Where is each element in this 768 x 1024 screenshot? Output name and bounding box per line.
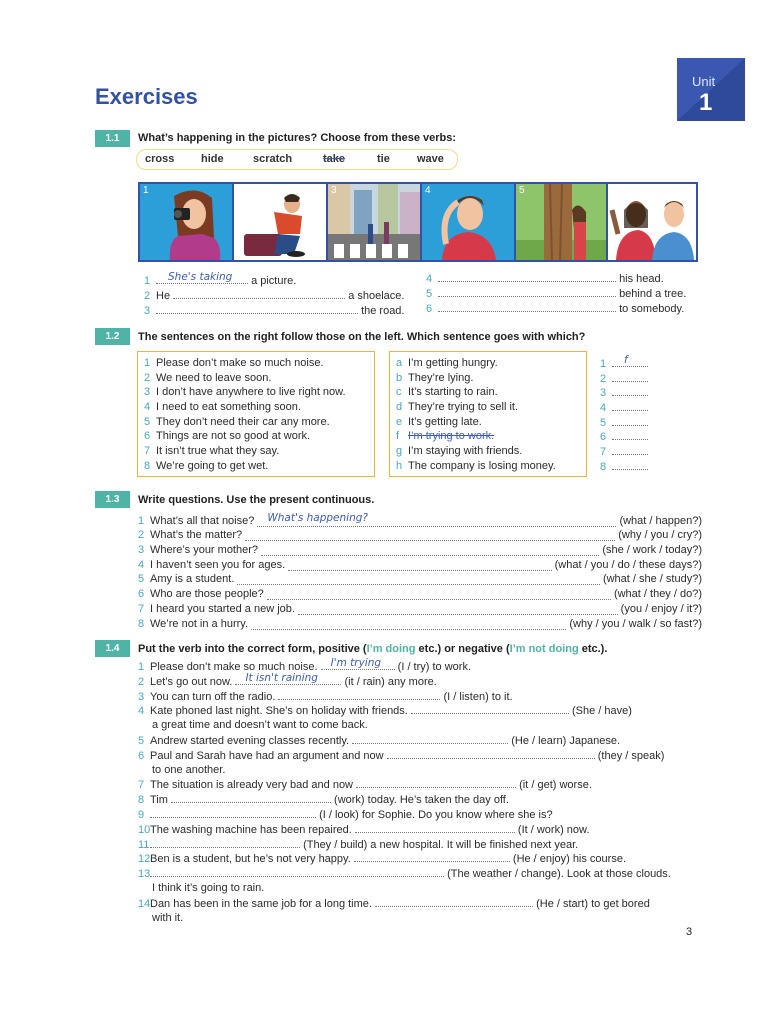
- picture-number-4: 4: [425, 185, 431, 196]
- list-item: [396, 416, 556, 431]
- item-text: Amy is a student.: [150, 573, 235, 586]
- item-text: to one another.: [152, 763, 226, 776]
- picture-2-illustration: [234, 184, 326, 260]
- item-cue: (I / look) for Sophie. Do you know where she is?: [319, 808, 553, 821]
- item-letter: d: [396, 401, 403, 414]
- answer-field[interactable]: [356, 778, 516, 788]
- item-number: 5: [600, 416, 607, 429]
- item-text: a shoelace.: [348, 290, 405, 302]
- verb-cross: cross: [145, 153, 175, 165]
- item-letter: f: [396, 430, 400, 443]
- item-text: They’re trying to sell it.: [408, 401, 519, 414]
- list-item: [144, 430, 346, 445]
- item-number: 6: [426, 303, 433, 315]
- item-cue: (she / work / today?): [602, 544, 702, 557]
- item-number: 1: [144, 357, 151, 369]
- ex1-item: [144, 289, 404, 302]
- question-row: [138, 527, 702, 542]
- item-number: 5: [426, 288, 433, 300]
- answer-field[interactable]: [355, 823, 515, 833]
- question-row: [138, 556, 702, 571]
- exercise-badge-1-1: 1.1: [95, 130, 130, 147]
- item-text: I’m getting hungry.: [408, 357, 498, 369]
- item-number: 5: [138, 734, 145, 747]
- answer-field[interactable]: [438, 272, 616, 282]
- item-number: 3: [144, 386, 151, 399]
- ex4-list: [138, 657, 704, 926]
- answer-field[interactable]: [150, 808, 316, 818]
- item-text: the road.: [361, 305, 405, 317]
- item-text: Kate phoned last night. She’s on holiday with friends.: [150, 705, 408, 718]
- list-item: [396, 357, 556, 372]
- picture-1-illustration: [140, 184, 232, 260]
- answer-field[interactable]: [156, 304, 358, 314]
- ex3-list: [138, 512, 702, 630]
- answer-row: [600, 401, 648, 416]
- page-title: Exercises: [95, 84, 198, 109]
- item-cue: (what / she / study?): [602, 573, 702, 586]
- item-cue: (She / have): [571, 705, 632, 718]
- item-number: 2: [144, 371, 151, 384]
- right-sentences: [396, 357, 556, 475]
- list-item: [144, 357, 346, 372]
- answer-field[interactable]: [612, 460, 648, 470]
- verb-take: take: [323, 153, 346, 165]
- answer-field[interactable]: [375, 897, 533, 907]
- list-item: [144, 386, 346, 401]
- answer-field[interactable]: [612, 372, 648, 382]
- item-row-continued: [138, 882, 704, 897]
- question-row: [138, 615, 702, 630]
- list-item: [396, 386, 556, 401]
- item-cue: (it / rain) any more.: [344, 675, 437, 688]
- picture-5-illustration: [516, 184, 606, 260]
- item-text: his head.: [619, 273, 664, 285]
- answer-field[interactable]: [438, 287, 616, 297]
- item-letter: b: [396, 371, 403, 384]
- item-text: Please don’t make so much noise.: [150, 661, 318, 673]
- item-text: The situation is already very bad and now: [150, 779, 354, 792]
- item-letter: h: [396, 459, 403, 472]
- answer-row: [600, 460, 648, 475]
- picture-2: [234, 184, 326, 260]
- answer-field[interactable]: [251, 619, 566, 630]
- item-row: [138, 852, 704, 867]
- handwritten-answer: What's happening?: [267, 511, 368, 524]
- answer-field[interactable]: [612, 401, 648, 411]
- item-number: 4: [138, 558, 145, 571]
- answer-field[interactable]: [150, 867, 444, 877]
- verb-box: [136, 149, 458, 170]
- item-number: 4: [426, 273, 433, 285]
- answer-row: [600, 445, 648, 460]
- answer-field[interactable]: [612, 354, 648, 367]
- item-row: [138, 690, 704, 705]
- item-text: What’s the matter?: [150, 529, 243, 542]
- list-item: [144, 416, 346, 431]
- item-text: a picture.: [251, 275, 297, 287]
- handwritten-answer: It isn't raining: [245, 671, 318, 684]
- picture-strip: [138, 182, 698, 262]
- item-cue: (It / work) now.: [517, 823, 590, 836]
- item-row: [138, 808, 704, 823]
- item-text: You can turn off the radio.: [150, 690, 276, 703]
- item-number: 4: [138, 705, 145, 718]
- item-number: 2: [138, 675, 145, 688]
- item-row: [138, 778, 704, 793]
- item-letter: a: [396, 357, 403, 369]
- item-number: 7: [138, 602, 145, 615]
- answer-row: [600, 416, 648, 431]
- item-cue: (He / learn) Japanese.: [511, 734, 621, 747]
- picture-1: [140, 184, 232, 260]
- picture-number-5: 5: [519, 185, 525, 196]
- instruction-text: Put the verb into the correct form, positive (: [138, 643, 367, 655]
- answer-field[interactable]: [612, 386, 648, 396]
- answer-field[interactable]: [267, 589, 611, 600]
- instruction-text: etc.) or negative (: [415, 643, 510, 655]
- item-letter: g: [396, 445, 403, 458]
- item-row: [138, 657, 704, 675]
- answer-field[interactable]: [150, 838, 300, 848]
- item-number: 9: [138, 808, 145, 821]
- item-cue: (They / build) a new hospital. It will be finished next year.: [303, 838, 579, 851]
- item-number: 13: [138, 868, 151, 881]
- item-text: Where’s your mother?: [150, 544, 259, 557]
- answer-field[interactable]: [156, 271, 248, 284]
- item-number: 8: [138, 617, 145, 630]
- ex1-item: [426, 287, 686, 300]
- item-cue: (The weather / change). Look at those clouds.: [447, 868, 671, 881]
- handwritten-answer: She's taking: [168, 271, 233, 283]
- item-text: a great time and doesn’t want to come back.: [152, 719, 368, 732]
- list-item: [144, 460, 346, 475]
- item-cue: (they / speak): [597, 749, 665, 762]
- item-cue: (I / try) to work.: [397, 661, 472, 673]
- answer-field[interactable]: [352, 734, 508, 744]
- item-number: 2: [144, 290, 151, 302]
- item-number: 5: [144, 415, 151, 428]
- list-item: [144, 445, 346, 460]
- item-text: They’re lying.: [408, 371, 474, 384]
- answer-field[interactable]: [354, 852, 510, 862]
- item-number: 7: [138, 779, 145, 792]
- picture-number-1: 1: [143, 185, 149, 196]
- item-number: 6: [138, 749, 145, 762]
- item-number: 3: [144, 305, 151, 317]
- item-cue: (He / enjoy) his course.: [512, 853, 627, 866]
- item-text: I think it’s going to rain.: [152, 881, 265, 894]
- list-item: [144, 372, 346, 387]
- answer-row: [600, 430, 648, 445]
- item-number: 5: [138, 573, 145, 586]
- verb-tie: tie: [377, 153, 390, 165]
- answer-field[interactable]: [612, 445, 648, 455]
- item-text: It isn’t true what they say.: [156, 445, 280, 458]
- item-text: Who are those people?: [150, 588, 264, 601]
- answer-field[interactable]: [298, 604, 618, 615]
- item-text: The washing machine has been repaired.: [150, 823, 352, 836]
- question-row: [138, 512, 702, 527]
- exercise-instruction-1-4: [138, 643, 607, 655]
- item-number: 8: [600, 460, 607, 473]
- item-row: [138, 793, 704, 808]
- picture-6-illustration: [608, 184, 696, 260]
- verb-scratch: scratch: [253, 153, 293, 165]
- item-text: We’re not in a hurry.: [150, 617, 249, 630]
- item-row: [138, 704, 704, 719]
- item-number: 6: [144, 430, 151, 443]
- item-number: 3: [138, 544, 145, 557]
- item-number: 3: [138, 690, 145, 703]
- item-number: 7: [144, 445, 151, 458]
- item-cue: (it / get) worse.: [519, 779, 592, 792]
- picture-6: [608, 184, 696, 260]
- exercise-instruction-1-1: What’s happening in the pictures? Choose from these verbs:: [138, 132, 457, 144]
- handwritten-answer: I'm trying: [330, 657, 382, 669]
- answer-field[interactable]: [171, 793, 331, 803]
- item-number: 3: [600, 387, 607, 400]
- item-text: Tim: [150, 794, 168, 807]
- answer-field[interactable]: [438, 302, 616, 312]
- item-number: 7: [600, 446, 607, 459]
- picture-number-3: 3: [331, 185, 337, 196]
- answer-field[interactable]: [173, 289, 345, 299]
- item-cue: (what / you / do / these days?): [554, 558, 702, 571]
- answer-field[interactable]: [235, 671, 341, 685]
- item-number: 1: [138, 514, 145, 527]
- item-number: 14: [138, 897, 151, 910]
- item-row-continued: [138, 764, 704, 779]
- item-cue: (you / enjoy / it?): [620, 602, 702, 615]
- item-number: 6: [138, 588, 145, 601]
- picture-4-illustration: [422, 184, 514, 260]
- item-text: It’s getting late.: [408, 415, 482, 428]
- answer-field[interactable]: [321, 657, 395, 670]
- item-cue: (why / you / cry?): [618, 529, 702, 542]
- list-item: [144, 401, 346, 416]
- item-row-continued: [138, 912, 704, 927]
- item-row: [138, 749, 704, 764]
- item-text: Things are not so good at work.: [156, 430, 311, 443]
- answer-field[interactable]: [278, 690, 440, 700]
- item-letter: c: [396, 386, 402, 399]
- item-row: [138, 867, 704, 882]
- item-number: 6: [600, 431, 607, 444]
- verb-wave: wave: [417, 153, 444, 165]
- item-number: 12: [138, 853, 151, 866]
- ex1-item: [144, 304, 404, 317]
- picture-number-2: 2: [237, 185, 243, 196]
- item-number: 10: [138, 823, 151, 836]
- picture-3-illustration: [328, 184, 420, 260]
- answer-column: [600, 354, 648, 475]
- item-cue: (why / you / walk / so fast?): [569, 617, 702, 630]
- answer-field[interactable]: [237, 574, 600, 585]
- page-number: 3: [686, 926, 693, 938]
- item-number: 8: [138, 794, 145, 807]
- item-text: Let’s go out now.: [150, 675, 233, 688]
- verb-hide: hide: [201, 153, 224, 165]
- item-number: 2: [138, 529, 145, 542]
- item-text: They don’t need their car any more.: [156, 415, 330, 428]
- ex1-item: [426, 302, 684, 315]
- answer-field[interactable]: [411, 704, 569, 714]
- item-number: 1: [138, 661, 145, 673]
- handwritten-answer: f: [624, 354, 628, 366]
- ex1-item: [426, 272, 664, 285]
- item-cue: (work) today. He’s taken the day off.: [334, 794, 509, 807]
- item-text: I’m staying with friends.: [408, 445, 523, 458]
- instruction-highlight: I’m doing: [366, 643, 416, 655]
- question-row: [138, 571, 702, 586]
- item-text: I don’t have anywhere to live right now.: [156, 386, 346, 399]
- picture-3: [328, 184, 420, 260]
- item-text: Dan has been in the same job for a long time.: [150, 897, 372, 910]
- list-item: [396, 430, 556, 445]
- item-number: 1: [144, 275, 151, 287]
- item-cue: (He / start) to get bored: [536, 897, 650, 910]
- answer-field[interactable]: [387, 749, 595, 759]
- item-row: [138, 897, 704, 912]
- picture-number-6: 6: [611, 185, 617, 196]
- exercise-instruction-1-3: Write questions. Use the present continuous.: [138, 494, 375, 506]
- item-row: [138, 671, 704, 690]
- item-text: We’re going to get wet.: [156, 459, 269, 472]
- list-item: [396, 372, 556, 387]
- item-text: with it.: [152, 911, 184, 924]
- answer-row: [600, 372, 648, 387]
- item-text: I need to eat something soon.: [156, 401, 301, 414]
- exercise-badge-1-2: 1.2: [95, 328, 130, 345]
- item-text: to somebody.: [619, 303, 685, 315]
- item-row: [138, 838, 704, 853]
- item-text: Andrew started evening classes recently.: [150, 734, 350, 747]
- unit-label: Unit: [692, 74, 716, 89]
- picture-4: [422, 184, 514, 260]
- item-text: I haven’t seen you for ages.: [150, 558, 286, 571]
- item-text: Ben is a student, but he’s not very happy.: [150, 853, 351, 866]
- exercise-instruction-1-2: The sentences on the right follow those on the left. Which sentence goes with which?: [138, 331, 586, 343]
- item-text: Paul and Sarah have had an argument and now: [150, 749, 384, 762]
- item-number: 4: [144, 401, 151, 414]
- unit-tab: [677, 58, 745, 121]
- picture-5: [516, 184, 606, 260]
- item-row: [138, 823, 704, 838]
- item-text-crossed: I’m trying to work.: [408, 430, 495, 443]
- item-text: The company is losing money.: [408, 459, 556, 472]
- item-text: behind a tree.: [619, 288, 687, 300]
- item-number: 4: [600, 402, 607, 415]
- answer-field[interactable]: [612, 430, 648, 440]
- left-sentences: [144, 357, 346, 475]
- item-number: 2: [600, 372, 607, 385]
- question-row: [138, 585, 702, 600]
- list-item: [396, 445, 556, 460]
- ex1-item: [144, 271, 297, 287]
- item-number: 11: [138, 838, 150, 851]
- unit-number: 1: [699, 89, 713, 116]
- item-text: I heard you started a new job.: [150, 602, 295, 615]
- question-row: [138, 600, 702, 615]
- item-text: What’s all that noise?: [150, 514, 255, 527]
- question-row: [138, 541, 702, 556]
- item-text: He: [156, 290, 171, 302]
- item-cue: (I / listen) to it.: [443, 690, 513, 703]
- answer-row: [600, 386, 648, 401]
- item-cue: (what / happen?): [619, 514, 702, 527]
- instruction-highlight: I’m not doing: [509, 643, 579, 655]
- list-item: [396, 460, 556, 475]
- item-cue: (what / they / do?): [613, 588, 702, 601]
- answer-field[interactable]: [257, 511, 616, 527]
- item-text: It’s starting to rain.: [408, 386, 498, 399]
- item-number: 8: [144, 459, 151, 472]
- answer-field[interactable]: [612, 416, 648, 426]
- answer-field[interactable]: [288, 560, 551, 571]
- item-number: 1: [600, 358, 607, 370]
- answer-field[interactable]: [245, 530, 615, 541]
- answer-field[interactable]: [261, 545, 599, 556]
- list-item: [396, 401, 556, 416]
- item-letter: e: [396, 415, 403, 428]
- exercise-badge-1-3: 1.3: [95, 491, 130, 508]
- item-row: [138, 734, 704, 749]
- exercise-badge-1-4: 1.4: [95, 640, 130, 657]
- item-text: We need to leave soon.: [156, 371, 272, 384]
- item-row-continued: [138, 719, 704, 734]
- answer-row: [600, 354, 648, 372]
- instruction-text: etc.).: [578, 643, 608, 655]
- item-text: Please don’t make so much noise.: [156, 357, 324, 369]
